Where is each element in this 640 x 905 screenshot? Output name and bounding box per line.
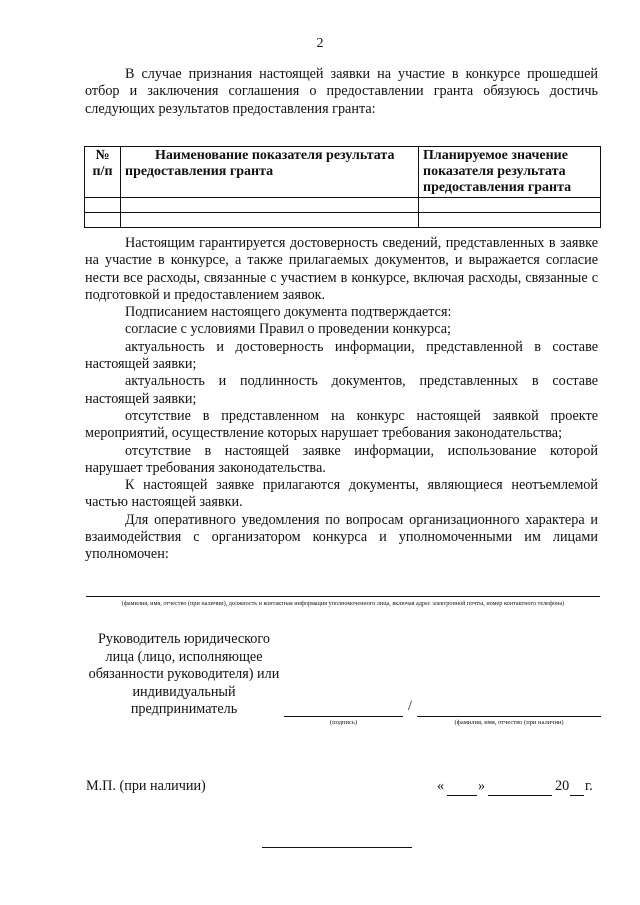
intro-text: В случае признания настоящей заявки на участие в конкурсе прошедшей отбор и заключения соглашения о предоставлении гранта обязуюсь достичь следующих результатов предоставления гранта: — [85, 66, 598, 117]
confirm-item-3: актуальность и подлинность документов, представленных в составе настоящей заявки; — [85, 373, 598, 407]
body-text — [85, 235, 598, 564]
signature-caption: (подпись) — [330, 719, 357, 726]
table-cell — [121, 213, 419, 228]
confirm-item-2: актуальность и достоверность информации, представленной в составе настоящей заявки; — [85, 338, 598, 373]
name-caption: (фамилия, имя, отчество (при наличии) — [454, 719, 564, 726]
date-day-line — [447, 795, 477, 796]
col-number-header: № п/п — [85, 147, 121, 198]
table-header-row — [85, 147, 601, 198]
results-table — [84, 146, 601, 228]
signatory-role: Руководитель юридического лица (лицо, исполняющее обязанности руководителя) или индивидуальный предприниматель — [88, 631, 280, 717]
date-open-quote: « — [437, 778, 445, 794]
confirm-intro: Подписанием настоящего документа подтверждается: — [125, 304, 452, 321]
table-cell — [85, 213, 121, 228]
guarantee-paragraph: Настоящим гарантируется достоверность сведений, представленных в заявке на участие в конкурсе, а также прилагаемых документов, и выражается согласие нести все расходы, связанные с участием в конкурсе, включая расходы, связанные с подготовкой и предоставлением заявок. — [85, 235, 598, 303]
confirm-item-1: согласие с условиями Правил о проведении конкурса; — [125, 321, 451, 338]
authorized-person-paragraph: Для оперативного уведомления по вопросам организационного характера и взаимодействия с организатором конкурса и уполномоченными им лицами уполномочен: — [85, 511, 598, 563]
table-cell — [85, 198, 121, 213]
contact-person-caption: (фамилия, имя, отчество (при наличии), должность и контактная информация уполномоченного лица, включая адрес электронной почты, номер контактного телефона) — [121, 600, 565, 607]
attached-documents-paragraph: К настоящей заявке прилагаются документы, являющиеся неотъемлемой частью настоящей заявки. — [85, 477, 598, 511]
date-year-line — [570, 795, 584, 796]
confirm-item-4: отсутствие в представленном на конкурс настоящей заявкой проекте мероприятий, осуществление которых нарушает требования законодательства; — [85, 407, 598, 442]
col-planned-value-header: Планируемое значение показателя результата предоставления гранта — [419, 147, 601, 198]
stamp-placeholder: М.П. (при наличии) — [86, 778, 206, 794]
date-year-suffix: г. — [585, 778, 593, 794]
col-indicator-header: Наименование показателя результата предоставления гранта — [121, 147, 419, 198]
footer-separator-line — [262, 847, 412, 848]
signature-separator: / — [408, 698, 412, 714]
confirm-item-5: отсутствие в настоящей заявке информации, использование которой нарушает требования законодательства. — [85, 442, 598, 476]
table-cell — [121, 198, 419, 213]
table-cell — [419, 213, 601, 228]
date-close-quote: » — [478, 778, 486, 794]
table-row — [85, 213, 601, 228]
date-month-line — [488, 795, 552, 796]
intro-paragraph — [85, 66, 598, 118]
page-number: 2 — [316, 36, 324, 51]
name-line — [417, 716, 601, 717]
date-year-prefix: 20 — [555, 778, 570, 794]
table-row — [85, 198, 601, 213]
signature-line — [284, 716, 403, 717]
table-cell — [419, 198, 601, 213]
contact-person-line — [86, 596, 600, 597]
